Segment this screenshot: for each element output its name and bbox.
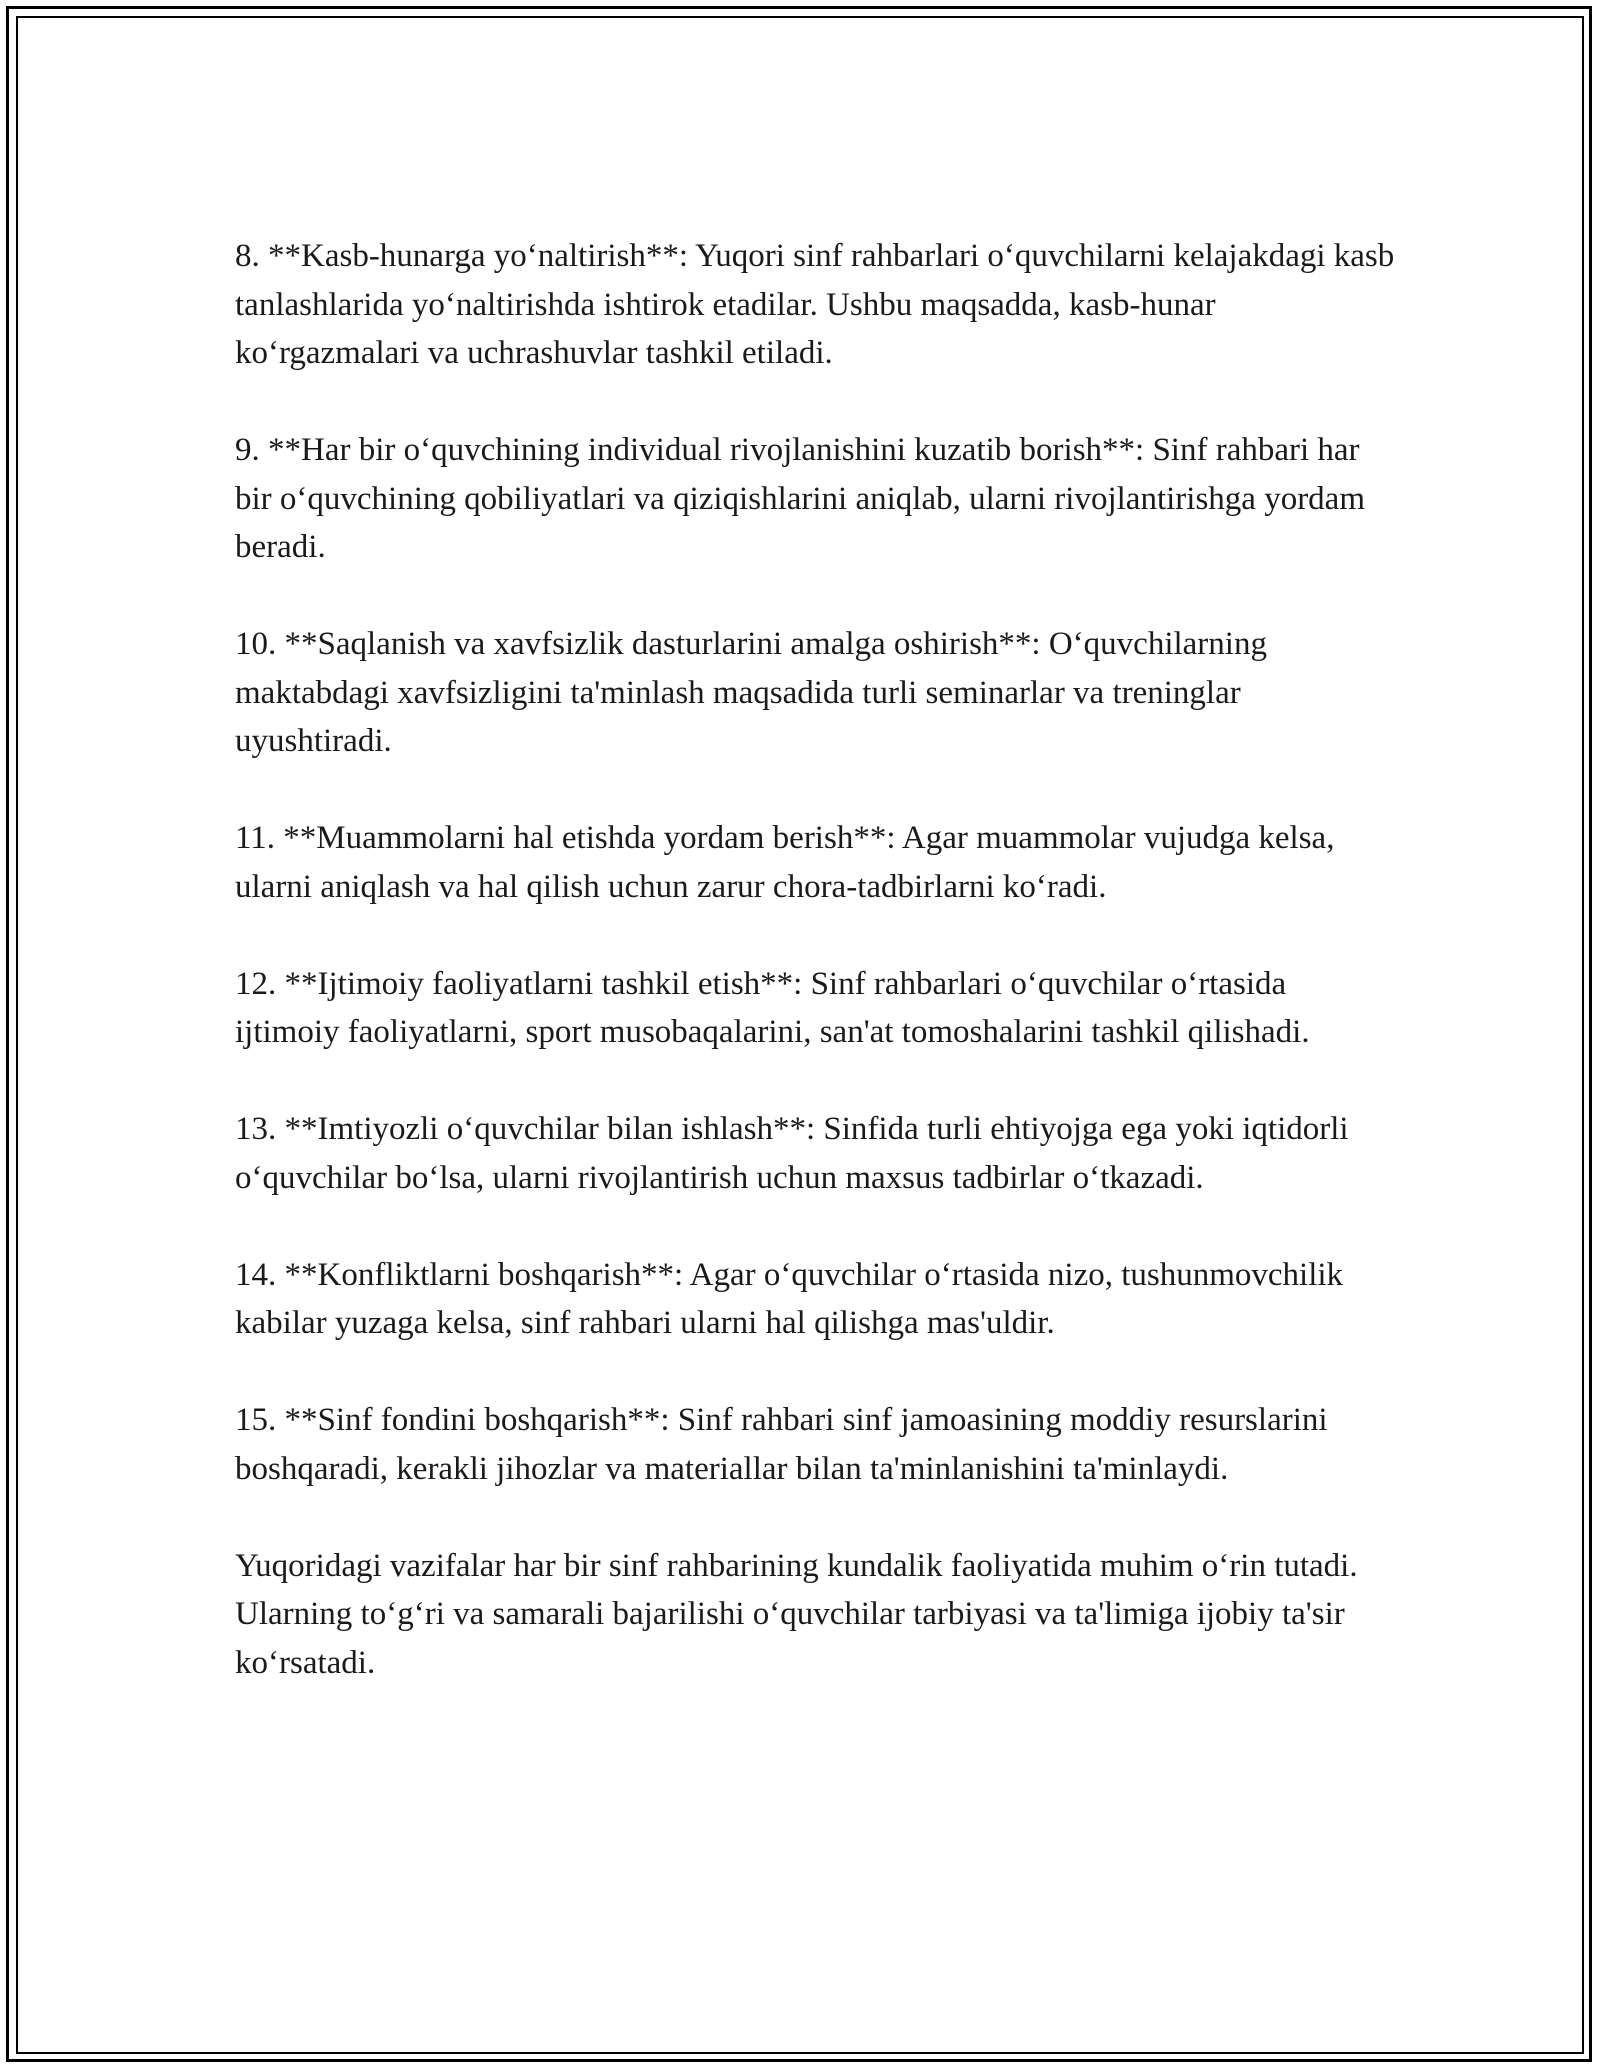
document-body — [235, 232, 1395, 1687]
paragraph-item-11: 11. **Muammolarni hal etishda yordam berish**: Agar muammolar vujudga kelsa, ularni aniqlash va hal qilish uchun zarur chora-tadbirlarni koʻradi. — [235, 820, 1335, 905]
paragraph-item-12: 12. **Ijtimoiy faoliyatlarni tashkil etish**: Sinf rahbarlari oʻquvchilar oʻrtasida ijtimoiy faoliyatlarni, sport musobaqalarini, san'at tomoshalarini tashkil qilishadi. — [235, 965, 1310, 1050]
paragraph-item-8: 8. **Kasb-hunarga yoʻnaltirish**: Yuqori sinf rahbarlari oʻquvchilarni kelajakdagi kasb tanlashlarida yoʻnaltirishda ishtirok etadilar. Ushbu maqsadda, kasb-hunar koʻrgazmalari va uchrashuvlar tashkil etiladi. — [235, 238, 1395, 371]
paragraph-item-14: 14. **Konfliktlarni boshqarish**: Agar oʻquvchilar oʻrtasida nizo, tushunmovchilik kabilar yuzaga kelsa, sinf rahbari ularni hal qilishga mas'uldir. — [235, 1256, 1344, 1341]
paragraph-item-9: 9. **Har bir oʻquvchining individual rivojlanishini kuzatib borish**: Sinf rahbari har bir oʻquvchining qobiliyatlari va qiziqishlarini aniqlab, ularni rivojlantirishga yordam beradi. — [235, 432, 1365, 565]
paragraph-item-10: 10. **Saqlanish va xavfsizlik dasturlarini amalga oshirish**: Oʻquvchilarning maktabdagi xavfsizligini ta'minlash maqsadida turli seminarlar va treninglar uyushtiradi. — [235, 626, 1267, 759]
paragraph-item-15: 15. **Sinf fondini boshqarish**: Sinf rahbari sinf jamoasining moddiy resurslarini boshqaradi, kerakli jihozlar va materiallar bilan ta'minlanishini ta'minlaydi. — [235, 1402, 1328, 1487]
paragraph-conclusion: Yuqoridagi vazifalar har bir sinf rahbarining kundalik faoliyatida muhim oʻrin tutadi. Ularning toʻgʻri va samarali bajarilishi oʻquvchilar tarbiyasi va ta'limiga ijobiy ta'sir koʻrsatadi. — [235, 1547, 1358, 1681]
paragraph-item-13: 13. **Imtiyozli oʻquvchilar bilan ishlash**: Sinfida turli ehtiyojga ega yoki iqtidorli oʻquvchilar boʻlsa, ularni rivojlantirish uchun maxsus tadbirlar oʻtkazadi. — [235, 1111, 1349, 1196]
